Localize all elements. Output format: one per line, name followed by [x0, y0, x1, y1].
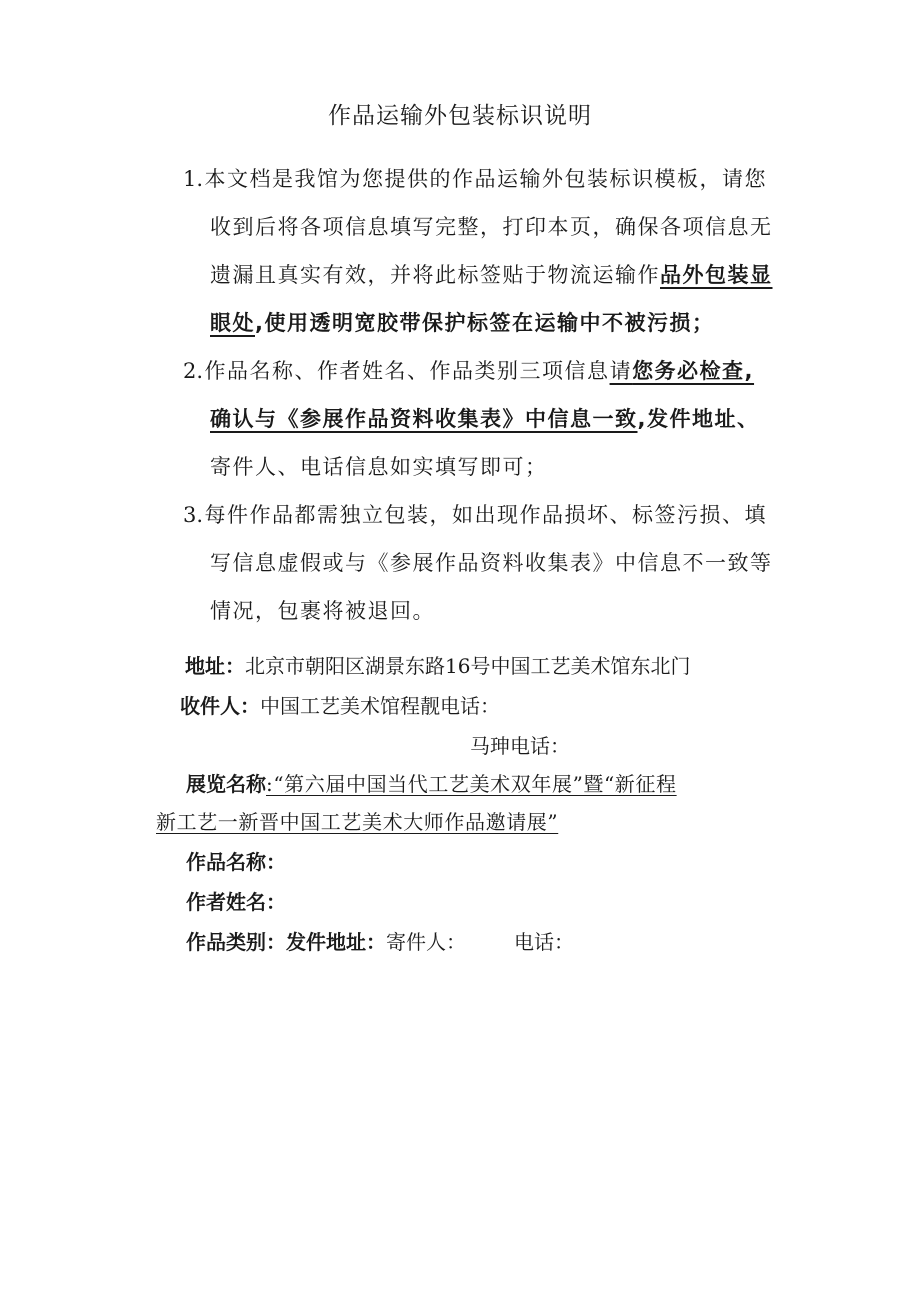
phone-label: 电话： — [514, 930, 574, 954]
instruction-text: ,发件地址、 — [637, 407, 760, 431]
recipient-label: 收件人： — [180, 694, 260, 718]
emphasis-text: 确认与《参展作品资料收集表》中信息一致 — [210, 407, 638, 431]
instruction-text: .本文档是我馆为您提供的作品运输外包装标识模板，请您 — [196, 167, 768, 191]
instruction-3-line-2: 写信息虚假或与《参展作品资料收集表》中信息不一致等 — [210, 551, 773, 575]
exhibition-row — [186, 768, 677, 797]
instruction-1-line-2: 收到后将各项信息填写完整，打印本页，确保各项信息无 — [210, 215, 773, 239]
instruction-text: .每件作品都需独立包装，如出现作品损坏、标签污损、填 — [196, 503, 768, 527]
work-name-row — [186, 846, 286, 875]
sender-label: 寄件人： — [386, 930, 466, 954]
instruction-2-line-1 — [183, 355, 754, 385]
instruction-3-line-3: 情况，包裹将被退回。 — [210, 599, 435, 623]
instruction-text: ,使用透明宽胶带保护标签在运输中不被污损； — [255, 311, 715, 335]
recipient-row-2: 马珅电话： — [470, 734, 570, 758]
author-row — [186, 886, 286, 915]
category-row — [186, 926, 574, 955]
instruction-1-line-1 — [183, 163, 767, 193]
instruction-1-line-3 — [210, 259, 773, 289]
exhibition-label: 展览名称 — [186, 772, 266, 796]
emphasis-text: 眼处 — [210, 311, 255, 335]
category-label: 作品类别： — [186, 930, 286, 954]
instruction-number: 1 — [183, 167, 197, 191]
address-label: 地址： — [185, 654, 245, 678]
emphasis-text: 您务必检查, — [632, 359, 755, 383]
recipient-value: 中国工艺美术馆程靓电话： — [260, 694, 500, 718]
address-value: 北京市朝阳区湖景东路16号中国工艺美术馆东北门 — [245, 654, 691, 678]
exhibition-value-continued: 新工艺一新晋中国工艺美术大师作品邀请展” — [156, 810, 559, 834]
instruction-2-line-3: 寄件人、电话信息如实填写即可； — [210, 455, 548, 479]
instruction-text: .作品名称、作者姓名、作品类别三项信息 — [196, 359, 610, 383]
instruction-3-line-1 — [183, 499, 767, 529]
sender-address-label: 发件地址： — [286, 930, 386, 954]
exhibition-value: :“第六届中国当代工艺美术双年展”暨“新征程 — [266, 772, 677, 796]
work-name-label: 作品名称： — [186, 850, 286, 874]
author-label: 作者姓名： — [186, 890, 286, 914]
address-row — [185, 650, 690, 679]
instruction-2-line-2 — [210, 403, 759, 433]
instruction-1-line-4 — [210, 307, 714, 337]
page-title: 作品运输外包装标识说明 — [328, 103, 592, 129]
instruction-number: 3 — [183, 503, 197, 527]
recipient-row — [180, 690, 500, 719]
instruction-number: 2 — [183, 359, 197, 383]
instruction-text: 请 — [609, 359, 633, 383]
exhibition-row-2 — [156, 806, 558, 835]
emphasis-text: 品外包装显 — [660, 263, 773, 287]
instruction-text: 遗漏且真实有效，并将此标签贴于物流运输作 — [210, 263, 660, 287]
